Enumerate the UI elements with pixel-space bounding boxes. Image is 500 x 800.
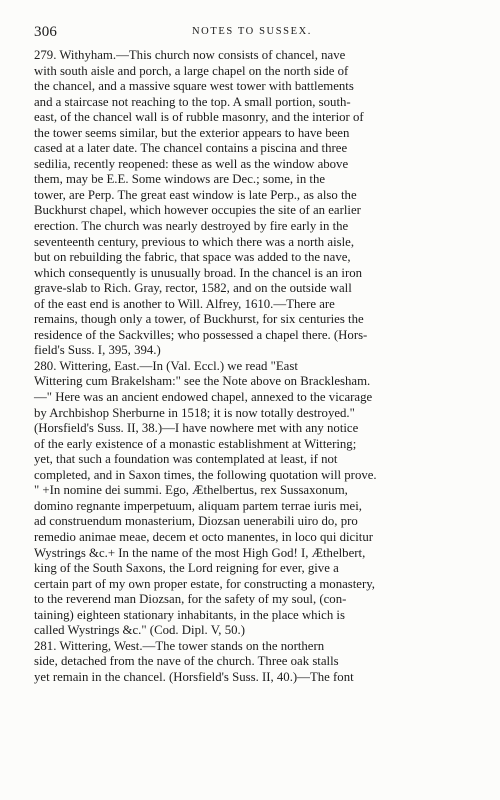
running-title: NOTES TO SUSSEX. <box>191 26 313 37</box>
text-line: yet remain in the chancel. (Horsfield's Suss. II, 40.)—The font <box>34 669 354 684</box>
text-line: completed, and in Saxon times, the following quotation will prove. <box>34 467 377 482</box>
page-number: 306 <box>34 24 58 40</box>
text-line: certain part of my own proper estate, for constructing a monastery, <box>34 576 376 591</box>
text-line: the tower seems similar, but the exterior appears to have been <box>34 125 350 140</box>
text-line: Wittering cum Brakelsham:" see the Note above on Bracklesham. <box>34 374 371 389</box>
text-line: the chancel, and a massive square west tower with battlements <box>34 79 354 94</box>
text-line: taining) eighteen stationary inhabitants, in the place which is <box>34 607 345 622</box>
text-line: east, of the chancel wall is of rubble masonry, and the interior of <box>34 110 364 125</box>
text-line: residence of the Sackvilles; who possessed a chapel there. (Hors- <box>34 327 368 342</box>
text-line: 280. Wittering, East.—In (Val. Eccl.) we read "East <box>34 358 298 373</box>
text-line: Buckhurst chapel, which however occupies the site of an earlier <box>34 203 361 218</box>
text-line: yet, that such a foundation was contemplated at least, if not <box>34 452 338 467</box>
text-line: which consequently is unusually broad. In the chancel is an iron <box>34 265 363 280</box>
running-head <box>34 24 470 40</box>
text-line: king of the South Saxons, the Lord reigning for ever, give a <box>34 561 339 576</box>
text-line: seventeenth century, previous to which there was a north aisle, <box>34 234 355 249</box>
text-line: but on rebuilding the fabric, that space was added to the nave, <box>34 250 351 265</box>
text-line: them, may be E.E. Some windows are Dec.; some, in the <box>34 172 326 187</box>
text-line: cased at a later date. The chancel contains a piscina and three <box>34 141 348 156</box>
text-line: sedilia, recently reopened: these as well as the window above <box>34 156 349 171</box>
text-line: —" Here was an ancient endowed chapel, annexed to the vicarage <box>34 390 373 405</box>
text-line: Wystrings &c.+ In the name of the most High God! I, Æthelbert, <box>34 545 366 560</box>
text-line: side, detached from the nave of the church. Three oak stalls <box>34 654 339 669</box>
text-line: grave-slab to Rich. Gray, rector, 1582, and on the outside wall <box>34 281 352 296</box>
text-line: (Horsfield's Suss. II, 38.)—I have nowhere met with any notice <box>34 421 359 436</box>
text-line: tower, are Perp. The great east window is late Perp., as also the <box>34 187 357 202</box>
text-line: 279. Withyham.—This church now consists of chancel, nave <box>34 48 346 62</box>
text-line: called Wystrings &c." (Cod. Dipl. V, 50.) <box>34 623 245 638</box>
text-line: remedio animae meae, decem et octo manentes, in loco qui dicitur <box>34 529 373 544</box>
text-line: " +In nomine dei summi. Ego, Æthelbertus, rex Sussaxonum, <box>34 483 348 498</box>
text-line: domino regnante imperpetuum, aliquam partem terrae iuris mei, <box>34 498 362 513</box>
text-line: field's Suss. I, 395, 394.) <box>34 343 161 358</box>
text-line: of the east end is another to Will. Alfrey, 1610.—There are <box>34 296 335 311</box>
text-line: with south aisle and porch, a large chapel on the north side of <box>34 63 349 78</box>
text-line: 281. Wittering, West.—The tower stands on the northern <box>34 638 325 653</box>
text-line: and a staircase not reaching to the top. A small portion, south- <box>34 94 351 109</box>
text-line: of the early existence of a monastic establishment at Wittering; <box>34 436 357 451</box>
body-text <box>34 48 476 685</box>
text-line: erection. The church was nearly destroyed by fire early in the <box>34 219 349 234</box>
text-line: ad construendum monasterium, Diozsan uenerabili uiro do, pro <box>34 514 358 529</box>
text-line: to the reverend man Diozsan, for the safety of my soul, (con- <box>34 592 347 607</box>
text-line: remains, though only a tower, of Buckhurst, for six centuries the <box>34 312 364 327</box>
text-line: by Archbishop Sherburne in 1518; it is now totally destroyed." <box>34 405 355 420</box>
